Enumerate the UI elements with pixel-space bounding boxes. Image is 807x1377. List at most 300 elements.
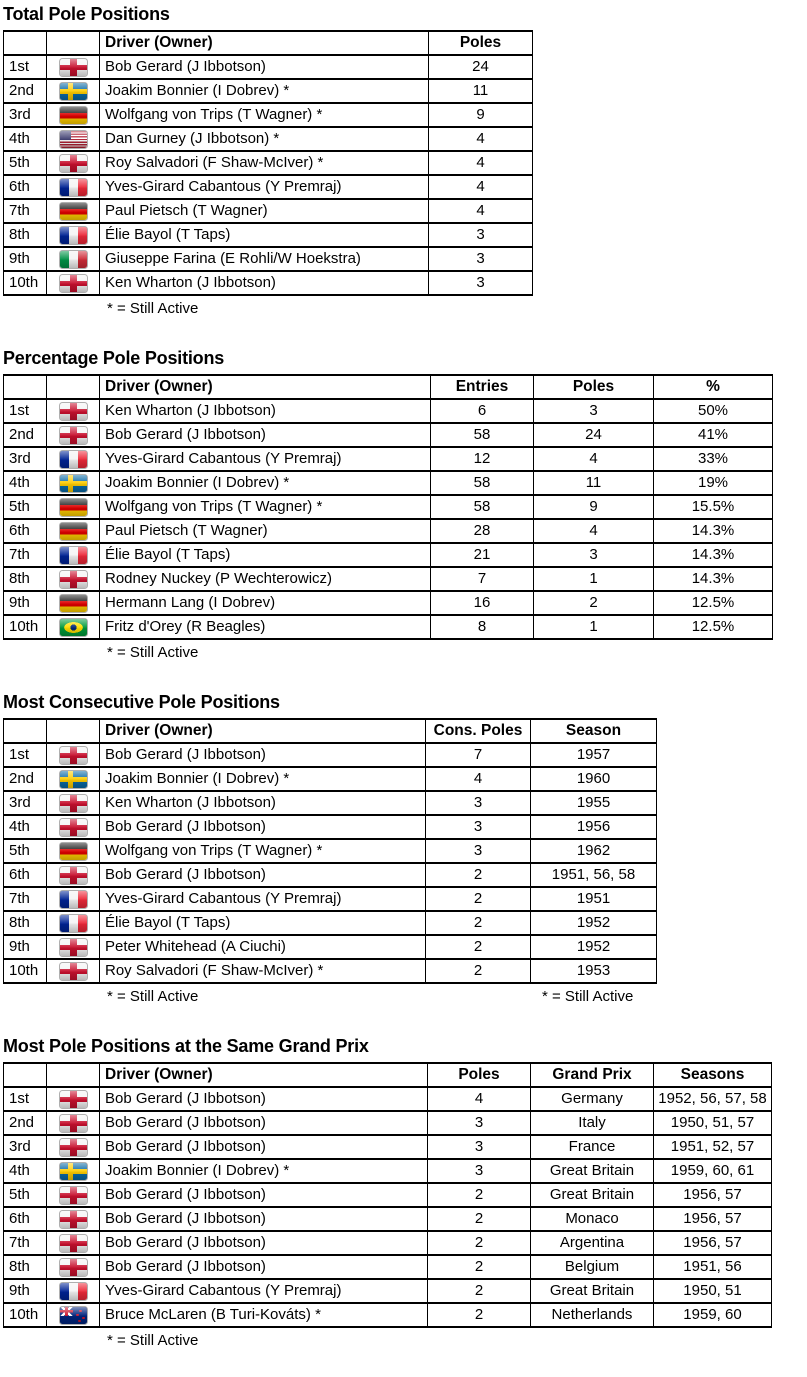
flag-cell — [47, 79, 100, 103]
flag-cell — [47, 935, 100, 959]
value-cell: 3 — [534, 543, 654, 567]
value-cell: 1951 — [531, 887, 657, 911]
table-row — [4, 223, 533, 247]
value-cell: 4 — [429, 199, 533, 223]
driver-cell: Yves-Girard Cabantous (Y Premraj) — [100, 887, 426, 911]
rank-cell: 7th — [4, 199, 47, 223]
driver-cell: Yves-Girard Cabantous (Y Premraj) — [100, 447, 431, 471]
value-cell: 2 — [426, 959, 531, 983]
rank-cell: 9th — [4, 591, 47, 615]
rank-cell: 10th — [4, 959, 47, 983]
table-row — [4, 1303, 772, 1327]
rank-cell: 9th — [4, 935, 47, 959]
table-row — [4, 815, 657, 839]
footnote-row — [3, 643, 807, 662]
table-row — [4, 1111, 772, 1135]
value-column-header-poles: Poles — [429, 31, 533, 55]
table-row — [4, 199, 533, 223]
driver-cell: Joakim Bonnier (I Dobrev) * — [100, 767, 426, 791]
table-row — [4, 591, 773, 615]
flag-cell — [47, 567, 100, 591]
header-row — [4, 1063, 772, 1087]
rank-cell: 4th — [4, 127, 47, 151]
flag-icon-england — [60, 795, 87, 812]
driver-cell: Peter Whitehead (A Ciuchi) — [100, 935, 426, 959]
value-cell: Belgium — [531, 1255, 654, 1279]
flag-icon-england — [60, 1187, 87, 1204]
value-cell: 1956, 57 — [654, 1183, 772, 1207]
rank-cell: 6th — [4, 175, 47, 199]
value-cell: 2 — [426, 863, 531, 887]
driver-cell: Bob Gerard (J Ibbotson) — [100, 1135, 428, 1159]
flag-cell — [47, 1183, 100, 1207]
driver-cell: Wolfgang von Trips (T Wagner) * — [100, 495, 431, 519]
table-row — [4, 447, 773, 471]
value-cell: 1956, 57 — [654, 1231, 772, 1255]
value-cell: 1 — [534, 567, 654, 591]
rank-cell: 2nd — [4, 79, 47, 103]
driver-cell: Bob Gerard (J Ibbotson) — [100, 743, 426, 767]
rank-cell: 7th — [4, 1231, 47, 1255]
driver-cell: Paul Pietsch (T Wagner) — [100, 199, 429, 223]
flag-cell — [47, 1303, 100, 1327]
value-cell: 8 — [431, 615, 534, 639]
value-cell: 2 — [428, 1279, 531, 1303]
value-cell: 15.5% — [654, 495, 773, 519]
flag-icon-germany — [60, 203, 87, 220]
value-cell: 2 — [428, 1231, 531, 1255]
header-row — [4, 375, 773, 399]
table-row — [4, 1135, 772, 1159]
flag-icon-germany — [60, 843, 87, 860]
flag-icon-england — [60, 1139, 87, 1156]
driver-cell: Bob Gerard (J Ibbotson) — [100, 423, 431, 447]
value-cell: 58 — [431, 423, 534, 447]
table-row — [4, 103, 533, 127]
value-cell: 33% — [654, 447, 773, 471]
flag-icon-england — [60, 403, 87, 420]
rank-cell: 3rd — [4, 1135, 47, 1159]
flag-icon-sweden — [60, 475, 87, 492]
value-cell: Great Britain — [531, 1183, 654, 1207]
flag-cell — [47, 495, 100, 519]
value-cell: 4 — [429, 127, 533, 151]
value-column-header-cons-poles: Cons. Poles — [426, 719, 531, 743]
value-cell: 2 — [428, 1207, 531, 1231]
rank-cell: 8th — [4, 1255, 47, 1279]
driver-cell: Paul Pietsch (T Wagner) — [100, 519, 431, 543]
value-cell: 1952, 56, 57, 58 — [654, 1087, 772, 1111]
table-row — [4, 79, 533, 103]
value-cell: 4 — [534, 519, 654, 543]
rank-cell: 5th — [4, 151, 47, 175]
value-cell: 21 — [431, 543, 534, 567]
flag-cell — [47, 959, 100, 983]
driver-cell: Yves-Girard Cabantous (Y Premraj) — [100, 1279, 428, 1303]
value-cell: 1960 — [531, 767, 657, 791]
value-cell: 3 — [426, 839, 531, 863]
flag-icon-england — [60, 1091, 87, 1108]
footnote-row — [3, 299, 807, 318]
value-column-header-entries: Entries — [431, 375, 534, 399]
rank-cell: 5th — [4, 839, 47, 863]
flag-icon-france — [60, 547, 87, 564]
value-cell: 1952 — [531, 935, 657, 959]
flag-cell — [47, 151, 100, 175]
rank-cell: 10th — [4, 1303, 47, 1327]
table-row — [4, 543, 773, 567]
flag-cell — [47, 1207, 100, 1231]
rank-cell: 6th — [4, 519, 47, 543]
value-column-header-season: Season — [531, 719, 657, 743]
value-cell: 14.3% — [654, 519, 773, 543]
rank-cell: 1st — [4, 743, 47, 767]
value-cell: 19% — [654, 471, 773, 495]
driver-cell: Ken Wharton (J Ibbotson) — [100, 791, 426, 815]
flag-column-header — [47, 719, 100, 743]
table-row — [4, 1159, 772, 1183]
flag-cell — [47, 743, 100, 767]
rank-cell: 4th — [4, 815, 47, 839]
value-cell: 1950, 51 — [654, 1279, 772, 1303]
rank-cell: 10th — [4, 271, 47, 295]
table-title: Most Pole Positions at the Same Grand Prix — [3, 1036, 369, 1056]
flag-cell — [47, 175, 100, 199]
flag-icon-england — [60, 867, 87, 884]
value-cell: 2 — [426, 911, 531, 935]
flag-icon-germany — [60, 595, 87, 612]
table-row — [4, 247, 533, 271]
value-cell: Italy — [531, 1111, 654, 1135]
flag-cell — [47, 543, 100, 567]
header-row — [4, 719, 657, 743]
rank-cell: 8th — [4, 567, 47, 591]
value-cell: 14.3% — [654, 543, 773, 567]
rank-cell: 1st — [4, 1087, 47, 1111]
rank-cell: 3rd — [4, 103, 47, 127]
flag-icon-france — [60, 179, 87, 196]
table-row — [4, 1087, 772, 1111]
value-cell: 1955 — [531, 791, 657, 815]
flag-icon-england — [60, 963, 87, 980]
value-column-header-grand-prix: Grand Prix — [531, 1063, 654, 1087]
flag-icon-sweden — [60, 771, 87, 788]
value-cell: 16 — [431, 591, 534, 615]
flag-icon-italy — [60, 251, 87, 268]
value-cell: 1950, 51, 57 — [654, 1111, 772, 1135]
rank-cell: 2nd — [4, 767, 47, 791]
value-column-header-: % — [654, 375, 773, 399]
flag-cell — [47, 271, 100, 295]
value-column-header-poles: Poles — [428, 1063, 531, 1087]
rank-cell: 6th — [4, 863, 47, 887]
table-row — [4, 127, 533, 151]
flag-icon-england — [60, 155, 87, 172]
value-cell: Germany — [531, 1087, 654, 1111]
flag-column-header — [47, 1063, 100, 1087]
driver-cell: Bob Gerard (J Ibbotson) — [100, 1255, 428, 1279]
flag-icon-france — [60, 227, 87, 244]
value-cell: 24 — [429, 55, 533, 79]
rank-cell: 5th — [4, 495, 47, 519]
value-cell: France — [531, 1135, 654, 1159]
value-cell: 2 — [428, 1183, 531, 1207]
value-cell: 24 — [534, 423, 654, 447]
table-title: Most Consecutive Pole Positions — [3, 692, 280, 712]
footnote-still-active: * = Still Active — [107, 644, 199, 661]
table-row — [4, 495, 773, 519]
driver-cell: Élie Bayol (T Taps) — [100, 223, 429, 247]
value-cell: Great Britain — [531, 1159, 654, 1183]
value-cell: 50% — [654, 399, 773, 423]
rank-column-header — [4, 1063, 47, 1087]
driver-cell: Bob Gerard (J Ibbotson) — [100, 1111, 428, 1135]
flag-column-header — [47, 375, 100, 399]
driver-column-header: Driver (Owner) — [100, 719, 426, 743]
value-cell: 58 — [431, 471, 534, 495]
driver-column-header: Driver (Owner) — [100, 375, 431, 399]
driver-cell: Joakim Bonnier (I Dobrev) * — [100, 471, 431, 495]
driver-cell: Bob Gerard (J Ibbotson) — [100, 863, 426, 887]
value-cell: 6 — [431, 399, 534, 423]
flag-icon-england — [60, 275, 87, 292]
value-cell: 1956 — [531, 815, 657, 839]
flag-cell — [47, 1279, 100, 1303]
rank-cell: 8th — [4, 911, 47, 935]
rank-cell: 4th — [4, 1159, 47, 1183]
flag-cell — [47, 1135, 100, 1159]
flag-icon-england — [60, 939, 87, 956]
stats-table — [3, 1062, 772, 1328]
rank-cell: 2nd — [4, 423, 47, 447]
rank-column-header — [4, 375, 47, 399]
table-row — [4, 567, 773, 591]
rank-cell: 7th — [4, 887, 47, 911]
footnote-row — [3, 987, 807, 1006]
flag-icon-england — [60, 1211, 87, 1228]
value-cell: 12 — [431, 447, 534, 471]
table-row — [4, 423, 773, 447]
driver-cell: Bob Gerard (J Ibbotson) — [100, 1231, 428, 1255]
table-row — [4, 743, 657, 767]
driver-cell: Rodney Nuckey (P Wechterowicz) — [100, 567, 431, 591]
rank-cell: 3rd — [4, 791, 47, 815]
value-cell: 1956, 57 — [654, 1207, 772, 1231]
value-cell: 7 — [431, 567, 534, 591]
value-cell: 12.5% — [654, 591, 773, 615]
value-cell: Netherlands — [531, 1303, 654, 1327]
driver-cell: Élie Bayol (T Taps) — [100, 543, 431, 567]
driver-cell: Bruce McLaren (B Turi-Kováts) * — [100, 1303, 428, 1327]
flag-cell — [47, 615, 100, 639]
table-row — [4, 911, 657, 935]
southern-cross-stars — [79, 1310, 81, 1312]
table-row — [4, 767, 657, 791]
value-column-header-seasons: Seasons — [654, 1063, 772, 1087]
flag-icon-sweden — [60, 1163, 87, 1180]
driver-cell: Roy Salvadori (F Shaw-McIver) * — [100, 151, 429, 175]
rank-cell: 9th — [4, 1279, 47, 1303]
flag-icon-england — [60, 819, 87, 836]
stats-table — [3, 374, 773, 640]
table-row — [4, 175, 533, 199]
value-cell: 1951, 56, 58 — [531, 863, 657, 887]
table-row — [4, 1207, 772, 1231]
flag-cell — [47, 1231, 100, 1255]
driver-cell: Roy Salvadori (F Shaw-McIver) * — [100, 959, 426, 983]
value-cell: 3 — [429, 223, 533, 247]
driver-column-header: Driver (Owner) — [100, 31, 429, 55]
driver-cell: Fritz d'Orey (R Beagles) — [100, 615, 431, 639]
flag-cell — [47, 1255, 100, 1279]
table-row — [4, 959, 657, 983]
value-cell: 3 — [428, 1159, 531, 1183]
value-cell: Argentina — [531, 1231, 654, 1255]
value-cell: 3 — [429, 271, 533, 295]
stats-table — [3, 718, 657, 984]
value-column-header-poles: Poles — [534, 375, 654, 399]
flag-icon-england — [60, 427, 87, 444]
value-cell: 4 — [429, 175, 533, 199]
table-row — [4, 151, 533, 175]
flag-icon-new-zealand — [60, 1307, 87, 1324]
flag-icon-england — [60, 571, 87, 588]
value-cell: 9 — [429, 103, 533, 127]
table-title: Percentage Pole Positions — [3, 348, 225, 368]
footnote-still-active: * = Still Active — [107, 988, 199, 1005]
value-cell: 3 — [426, 815, 531, 839]
flag-icon-england — [60, 1235, 87, 1252]
driver-cell: Hermann Lang (I Dobrev) — [100, 591, 431, 615]
flag-cell — [47, 815, 100, 839]
value-cell: 58 — [431, 495, 534, 519]
value-cell: 11 — [534, 471, 654, 495]
flag-icon-england — [60, 747, 87, 764]
value-cell: 1951, 56 — [654, 1255, 772, 1279]
driver-cell: Bob Gerard (J Ibbotson) — [100, 1207, 428, 1231]
section-most-consecutive-pole-positions — [3, 692, 807, 1006]
flag-cell — [47, 591, 100, 615]
rank-cell: 5th — [4, 1183, 47, 1207]
table-row — [4, 1255, 772, 1279]
flag-cell — [47, 519, 100, 543]
value-cell: 1951, 52, 57 — [654, 1135, 772, 1159]
flag-icon-sweden — [60, 83, 87, 100]
driver-cell: Ken Wharton (J Ibbotson) — [100, 271, 429, 295]
value-cell: 2 — [428, 1255, 531, 1279]
flag-cell — [47, 767, 100, 791]
driver-cell: Ken Wharton (J Ibbotson) — [100, 399, 431, 423]
rank-cell: 1st — [4, 399, 47, 423]
value-cell: 3 — [534, 399, 654, 423]
value-cell: 11 — [429, 79, 533, 103]
driver-cell: Élie Bayol (T Taps) — [100, 911, 426, 935]
flag-column-header — [47, 31, 100, 55]
value-cell: 4 — [429, 151, 533, 175]
stats-table — [3, 30, 533, 296]
rank-cell: 3rd — [4, 447, 47, 471]
flag-cell — [47, 911, 100, 935]
flag-icon-brazil — [60, 619, 87, 636]
value-cell: 28 — [431, 519, 534, 543]
flag-cell — [47, 199, 100, 223]
value-cell: 1957 — [531, 743, 657, 767]
table-row — [4, 863, 657, 887]
value-cell: 1959, 60, 61 — [654, 1159, 772, 1183]
flag-icon-france — [60, 451, 87, 468]
table-row — [4, 271, 533, 295]
value-cell: 4 — [428, 1087, 531, 1111]
rank-cell: 10th — [4, 615, 47, 639]
rank-cell: 8th — [4, 223, 47, 247]
footnote-still-active: * = Still Active — [542, 988, 634, 1005]
value-cell: 1959, 60 — [654, 1303, 772, 1327]
driver-cell: Wolfgang von Trips (T Wagner) * — [100, 839, 426, 863]
value-cell: 3 — [429, 247, 533, 271]
value-cell: 1952 — [531, 911, 657, 935]
value-cell: 14.3% — [654, 567, 773, 591]
flag-icon-usa — [60, 131, 87, 148]
driver-cell: Wolfgang von Trips (T Wagner) * — [100, 103, 429, 127]
flag-cell — [47, 103, 100, 127]
value-cell: 3 — [428, 1111, 531, 1135]
rank-column-header — [4, 719, 47, 743]
driver-cell: Joakim Bonnier (I Dobrev) * — [100, 79, 429, 103]
header-row — [4, 31, 533, 55]
flag-cell — [47, 399, 100, 423]
driver-cell: Bob Gerard (J Ibbotson) — [100, 1183, 428, 1207]
flag-cell — [47, 127, 100, 151]
flag-cell — [47, 223, 100, 247]
table-row — [4, 1231, 772, 1255]
flag-icon-england — [60, 1259, 87, 1276]
table-row — [4, 1183, 772, 1207]
value-cell: Great Britain — [531, 1279, 654, 1303]
flag-cell — [47, 791, 100, 815]
flag-cell — [47, 1087, 100, 1111]
value-cell: 2 — [534, 591, 654, 615]
driver-cell: Dan Gurney (J Ibbotson) * — [100, 127, 429, 151]
rank-cell: 4th — [4, 471, 47, 495]
flag-icon-france — [60, 891, 87, 908]
union-jack-canton — [60, 1307, 73, 1316]
table-row — [4, 791, 657, 815]
value-cell: 1962 — [531, 839, 657, 863]
value-cell: 7 — [426, 743, 531, 767]
value-cell: 3 — [428, 1135, 531, 1159]
table-row — [4, 471, 773, 495]
table-row — [4, 839, 657, 863]
section-percentage-pole-positions — [3, 348, 807, 662]
flag-cell — [47, 887, 100, 911]
value-cell: 2 — [426, 887, 531, 911]
driver-cell: Yves-Girard Cabantous (Y Premraj) — [100, 175, 429, 199]
rank-cell: 6th — [4, 1207, 47, 1231]
flag-icon-france — [60, 1283, 87, 1300]
section-most-pole-positions-at-the-same-grand-prix — [3, 1036, 807, 1350]
flag-cell — [47, 55, 100, 79]
table-title: Total Pole Positions — [3, 4, 170, 24]
table-row — [4, 935, 657, 959]
value-cell: 12.5% — [654, 615, 773, 639]
driver-cell: Bob Gerard (J Ibbotson) — [100, 55, 429, 79]
table-row — [4, 399, 773, 423]
value-cell: 9 — [534, 495, 654, 519]
value-cell: 2 — [428, 1303, 531, 1327]
flag-icon-germany — [60, 107, 87, 124]
flag-cell — [47, 447, 100, 471]
flag-cell — [47, 471, 100, 495]
